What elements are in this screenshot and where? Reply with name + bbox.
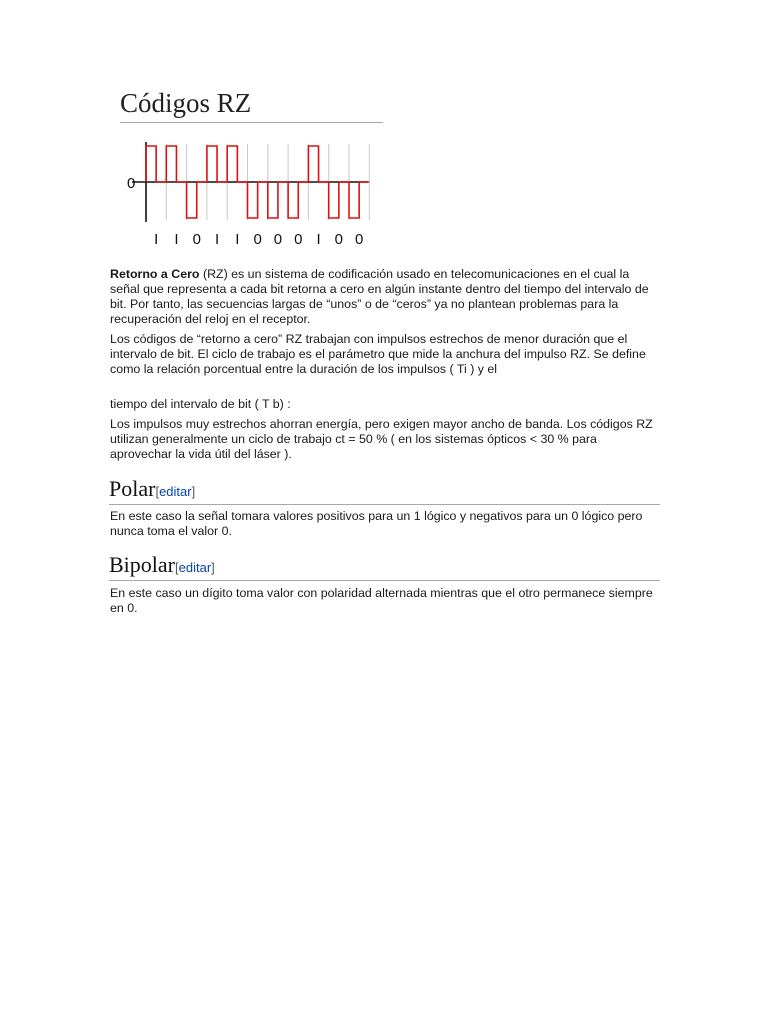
bit-label: I [235, 231, 240, 248]
rz-signal-diagram [118, 140, 370, 252]
bit-label: I [214, 231, 220, 248]
bit-label: I [154, 231, 159, 248]
section-title: Bipolar [109, 552, 175, 577]
bipolar-paragraph: En este caso un dígito toma valor con polaridad alternada mientras que el otro permanece siempre en 0. [110, 586, 653, 615]
page-title: Códigos RZ [120, 86, 383, 123]
bit-label: I [316, 231, 321, 248]
bracket-open: [ [155, 484, 160, 499]
bit-label: 0 [273, 231, 283, 248]
edit-link-polar[interactable]: editar [159, 484, 192, 499]
bit-label: 0 [294, 231, 303, 248]
edit-link-bipolar[interactable]: editar [178, 560, 212, 575]
polar-paragraph: En este caso la señal tomara valores positivos para un 1 lógico y negativos para un 0 lógico pero nunca toma el valor 0. [110, 509, 643, 538]
edit-section-wrapper [175, 560, 215, 575]
bracket-open: [ [175, 560, 179, 575]
bit-label: 0 [253, 231, 262, 248]
bracket-close: ] [211, 560, 215, 575]
bit-labels [154, 231, 363, 248]
section-heading-bipolar [109, 552, 660, 581]
zero-level-label: 0 [127, 175, 136, 192]
bit-label: 0 [354, 231, 364, 248]
edit-section-wrapper [155, 484, 195, 499]
intro-paragraph [110, 267, 660, 327]
bit-label: 0 [192, 231, 201, 248]
intro-text: (RZ) es un sistema de codificación usado en telecomunicaciones en el cual la señal que representa a cada bit retorna a cero en algún instante dentro del tiempo del intervalo de bit. Por tanto, las secuencias largas de “unos” o de “ceros” ya no plantean problemas para la recuperación del reloj en el receptor. [110, 267, 649, 326]
bit-interval-paragraph: tiempo del intervalo de bit ( T b) : [110, 397, 291, 411]
bit-label: I [174, 231, 179, 248]
bit-label: 0 [334, 231, 344, 248]
pulse-energy-paragraph: Los impulsos muy estrechos ahorran energía, pero exigen mayor ancho de banda. Los códigos RZ utilizan generalmente un ciclo de trabajo ct = 50 % ( en los sistemas ópticos < 30 % para aprovechar la vida útil del láser ). [110, 417, 653, 461]
section-heading-polar [109, 476, 660, 505]
duty-cycle-paragraph: Los códigos de “retorno a cero” RZ trabajan con impulsos estrechos de menor duración que el intervalo de bit. El ciclo de trabajo es el parámetro que mide la anchura del impulso RZ. Se define como la relación porcentual entre la duración de los impulsos ( Ti ) y el [110, 332, 646, 376]
bracket-close: ] [191, 484, 196, 499]
term-bold: Retorno a Cero [110, 267, 200, 281]
section-title: Polar [109, 476, 156, 501]
